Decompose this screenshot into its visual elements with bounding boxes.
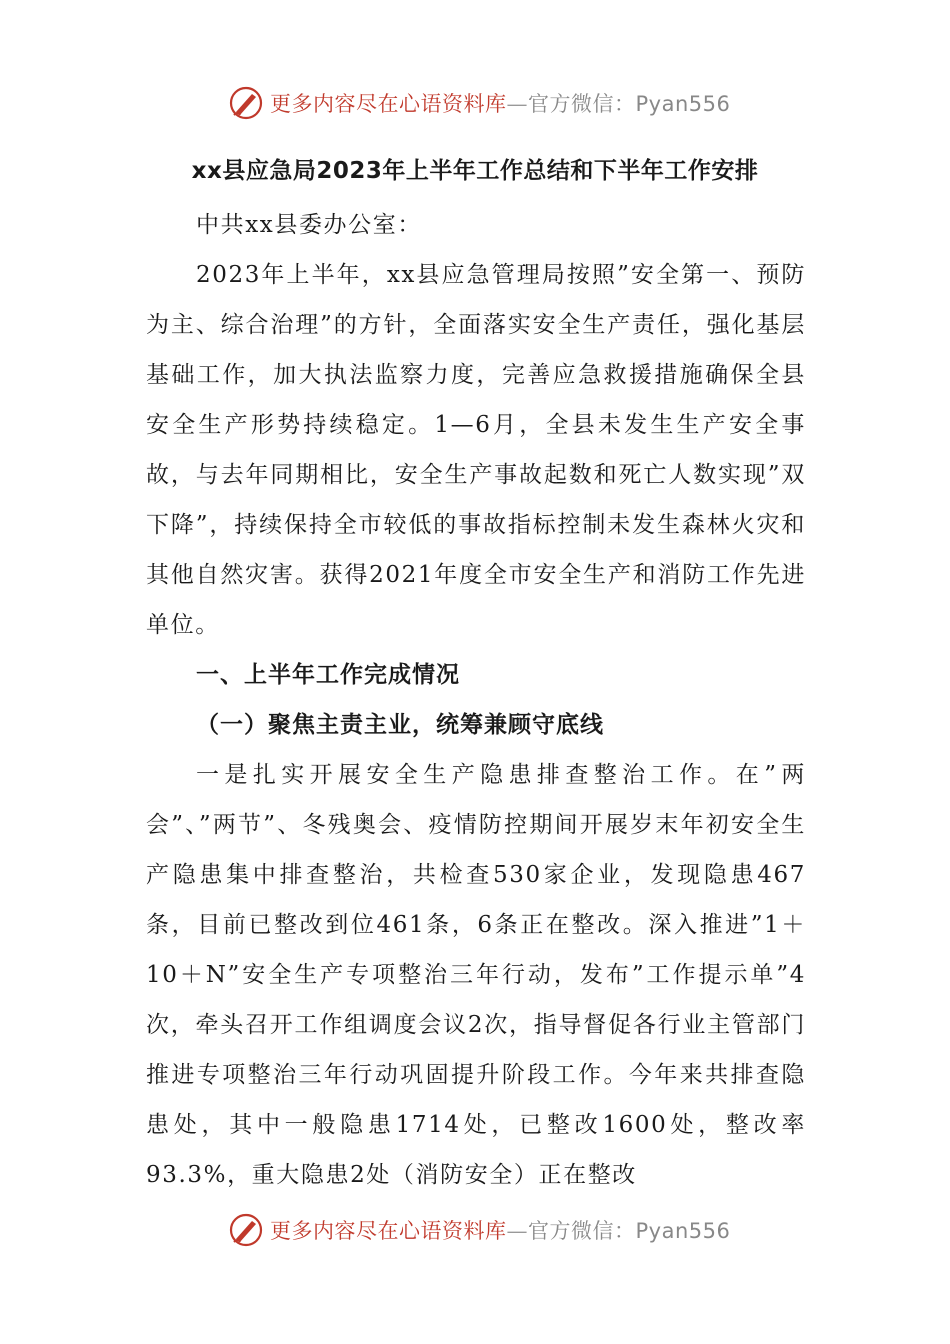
pen-logo-icon (228, 85, 264, 121)
body-paragraph: 一是扎实开展安全生产隐患排查整治工作。在”两会”、”两节”、冬残奥会、疫情防控期间开展岁末年初安全生产隐患集中排查整治，共检查530家企业，发现隐患467条，目前已整改到位461条，6条正在整改。深入推进”1＋10＋N”安全生产专项整治三年行动，发布”工作提示单”4次，牵头召开工作组调度会议2次，指导督促各行业主管部门推进专项整治三年行动巩固提升阶段工作。今年来共排查隐患处，其中一般隐患1714处，已整改1600处，整改率93.3%，重大隐患2处（消防安全）正在整改 (146, 762, 806, 1188)
salutation: 中共xx县委办公室： (196, 212, 422, 238)
banner-wechat: 官方微信：Pyan556 (528, 1219, 731, 1243)
intro-paragraph: 2023年上半年，xx县应急管理局按照”安全第一、预防为主、综合治理”的方针，全面落实安全生产责任，强化基层基础工作，加大执法监察力度，完善应急救援措施确保全县安全生产形势持续稳定。1—6月，全县未发生生产安全事故，与去年同期相比，安全生产事故起数和死亡人数实现”双下降”，持续保持全市较低的事故指标控制未发生森林火灾和其他自然灾害。获得2021年度全市安全生产和消防工作先进单位。 (146, 262, 806, 638)
banner-separator: — (506, 92, 528, 116)
banner-text (270, 88, 730, 118)
banner-site-name: 更多内容尽在心语资料库 (270, 92, 507, 116)
document-title: xx县应急局2023年上半年工作总结和下半年工作安排 (191, 158, 759, 184)
banner-text (270, 1215, 730, 1245)
document-body (146, 200, 806, 1200)
header-watermark-banner (228, 83, 748, 123)
banner-separator: — (506, 1219, 528, 1243)
footer-watermark-banner (228, 1210, 748, 1250)
banner-wechat: 官方微信：Pyan556 (528, 92, 731, 116)
banner-site-name: 更多内容尽在心语资料库 (270, 1219, 507, 1243)
subsection-heading: （一）聚焦主责主业，统筹兼顾守底线 (196, 712, 604, 738)
section-heading: 一、上半年工作完成情况 (196, 662, 460, 688)
pen-logo-icon (228, 1212, 264, 1248)
